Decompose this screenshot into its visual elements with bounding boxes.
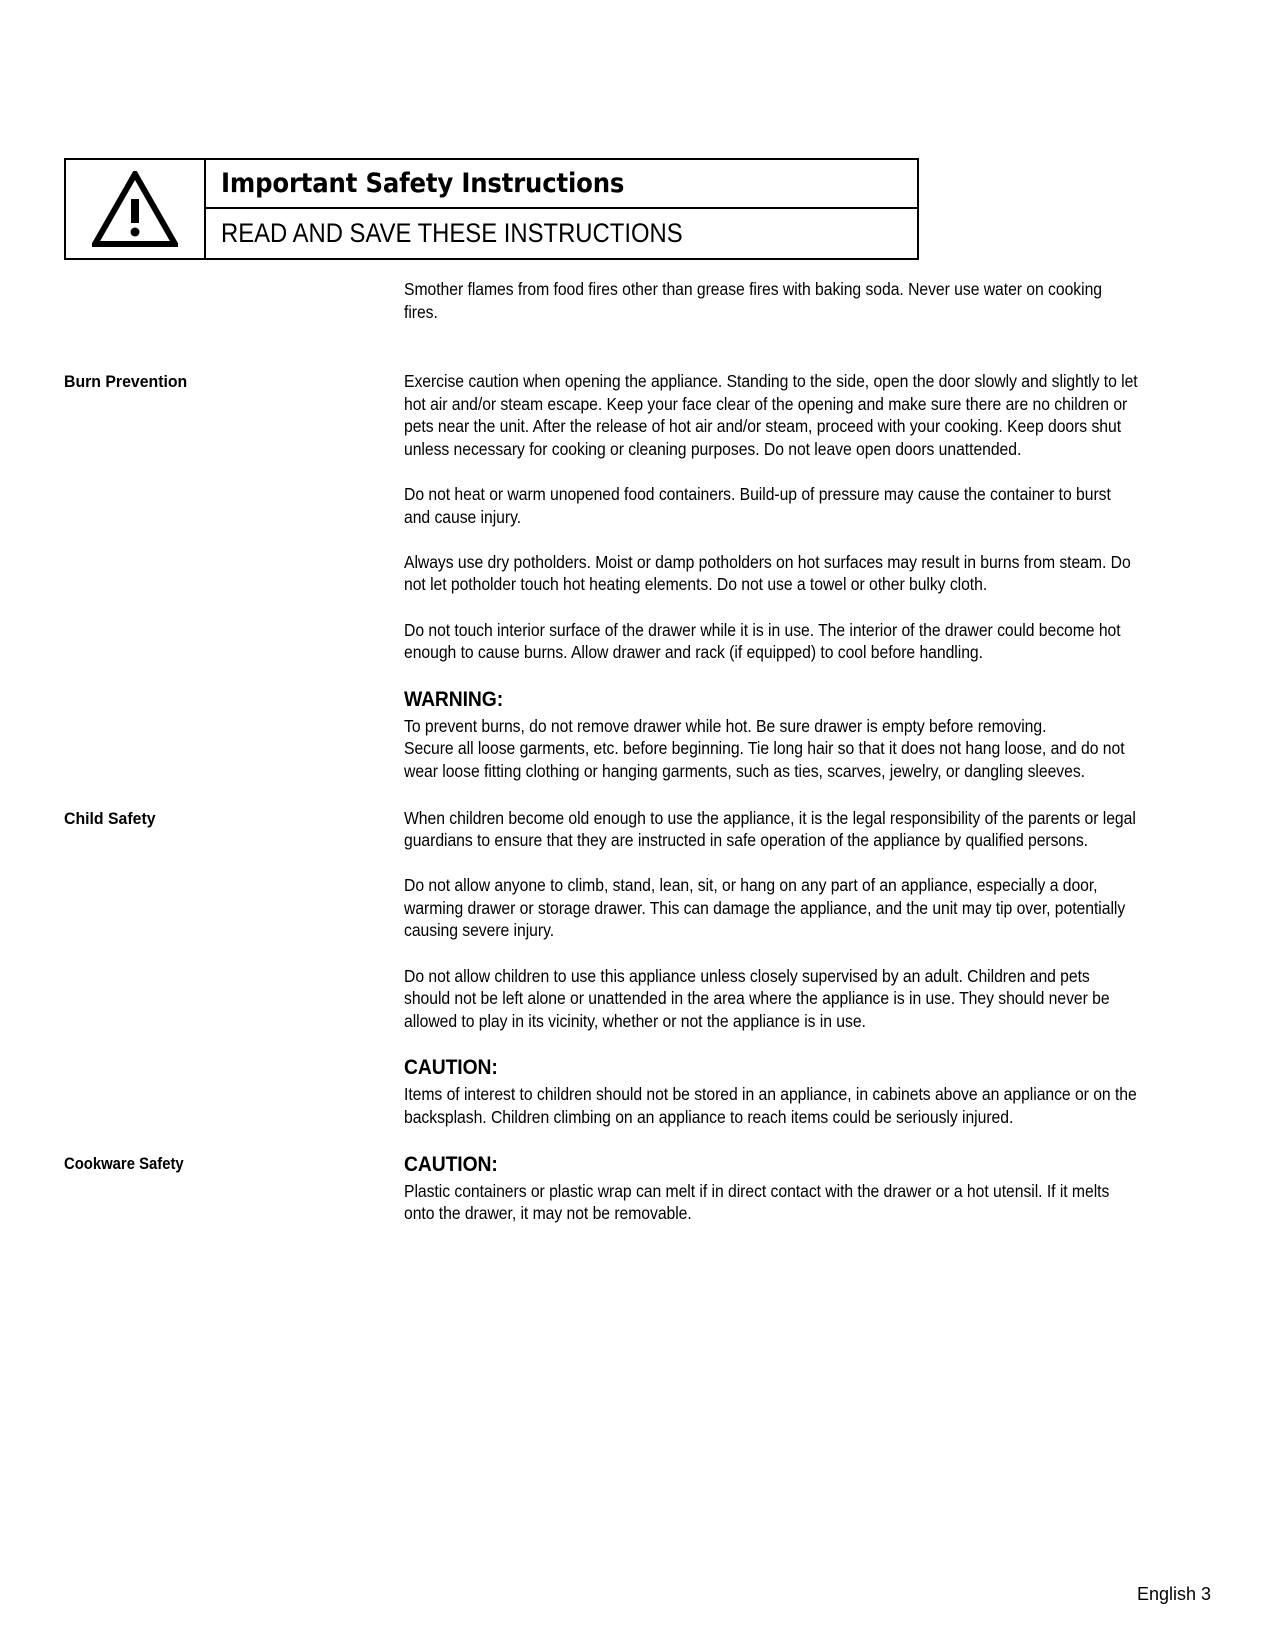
section-child-safety-content [404, 807, 1139, 1129]
section-intro-content [404, 278, 1139, 323]
page-number-label: English 3 [1136, 1584, 1211, 1604]
page-title: Important Safety Instructions [221, 168, 625, 199]
paragraph: Always use dry potholders. Moist or damp potholders on hot surfaces may result in burns from steam. Do not let potholder touch hot heating elements. Do not use a towel or other bulky cloth. [404, 551, 1131, 595]
warning-icon-cell [66, 160, 206, 258]
caution-callout [404, 1151, 1139, 1225]
header-subtitle-row [206, 209, 917, 258]
caution-callout-body: Items of interest to children should not be stored in an appliance, in cabinets above an appliance or on the backsplash. Children climbing on an appliance to reach items could be seriously injured. [404, 1084, 1137, 1128]
caution-callout-heading: CAUTION: [404, 1056, 498, 1080]
warning-triangle-icon [92, 171, 178, 247]
section-child-safety [64, 807, 1139, 1129]
paragraph: Smother flames from food fires other than grease fires with baking soda. Never use water on cooking fires. [404, 279, 1102, 322]
caution-callout-body: Plastic containers or plastic wrap can melt if in direct contact with the drawer or a hot utensil. If it melts onto the drawer, it may not be removable. [404, 1180, 1110, 1224]
section-label-cookware-safety: Cookware Safety [64, 1154, 184, 1173]
header-title-row [206, 160, 917, 209]
paragraph: Exercise caution when opening the appliance. Standing to the side, open the door slowly and slightly to let hot air and/or steam escape. Keep your face clear of the opening and make sure there are no children or pets near the unit. After the release of hot air and/or steam, proceed with your cooking. Keep doors shut unless necessary for cooking or cleaning purposes. Do not leave open doors unattended. [404, 371, 1138, 459]
paragraph: Do not allow anyone to climb, stand, lean, sit, or hang on any part of an appliance, especially a door, warming drawer or storage drawer. This can damage the appliance, and the unit may tip over, potentially causing severe injury. [404, 875, 1126, 941]
section-cookware-safety-content [404, 1151, 1139, 1225]
paragraph: Do not allow children to use this appliance unless closely supervised by an adult. Children and pets should not be left alone or unattended in the area where the appliance is in use. They should never be allowed to play in its vicinity, whether or not the appliance is in use. [404, 965, 1110, 1031]
warning-callout [404, 686, 1139, 738]
paragraph: Do not heat or warm unopened food containers. Build-up of pressure may cause the container to burst and cause injury. [404, 483, 1111, 527]
paragraph: When children become old enough to use the appliance, it is the legal responsibility of the parents or legal guardians to ensure that they are instructed in safe operation of the appliance by qualified persons. [404, 807, 1136, 851]
header-text-cell [206, 160, 917, 258]
caution-callout [404, 1054, 1139, 1128]
page-subtitle: READ AND SAVE THESE INSTRUCTIONS [221, 218, 683, 248]
section-intro [64, 278, 1139, 344]
section-label-burn-prevention: Burn Prevention [64, 373, 188, 391]
section-burn-prevention-content [404, 370, 1139, 783]
warning-callout-body: To prevent burns, do not remove drawer while hot. Be sure drawer is empty before removing. [404, 715, 1047, 736]
section-burn-prevention [64, 370, 1139, 783]
caution-callout-heading: CAUTION: [404, 1152, 498, 1176]
paragraph: Secure all loose garments, etc. before beginning. Tie long hair so that it does not hang loose, and do not wear loose fitting clothing or hanging garments, such as ties, scarves, jewelry, or dangling sleeves. [404, 738, 1125, 781]
page-footer [1137, 1583, 1211, 1605]
section-cookware-safety [64, 1151, 1139, 1225]
paragraph: Do not touch interior surface of the drawer while it is in use. The interior of the drawer could become hot enough to cause burns. Allow drawer and rack (if equipped) to cool before handling. [404, 619, 1121, 663]
safety-header-box [64, 158, 919, 260]
section-label-child-safety: Child Safety [64, 809, 156, 828]
document-body [64, 278, 1139, 1225]
warning-callout-heading: WARNING: [404, 687, 504, 711]
